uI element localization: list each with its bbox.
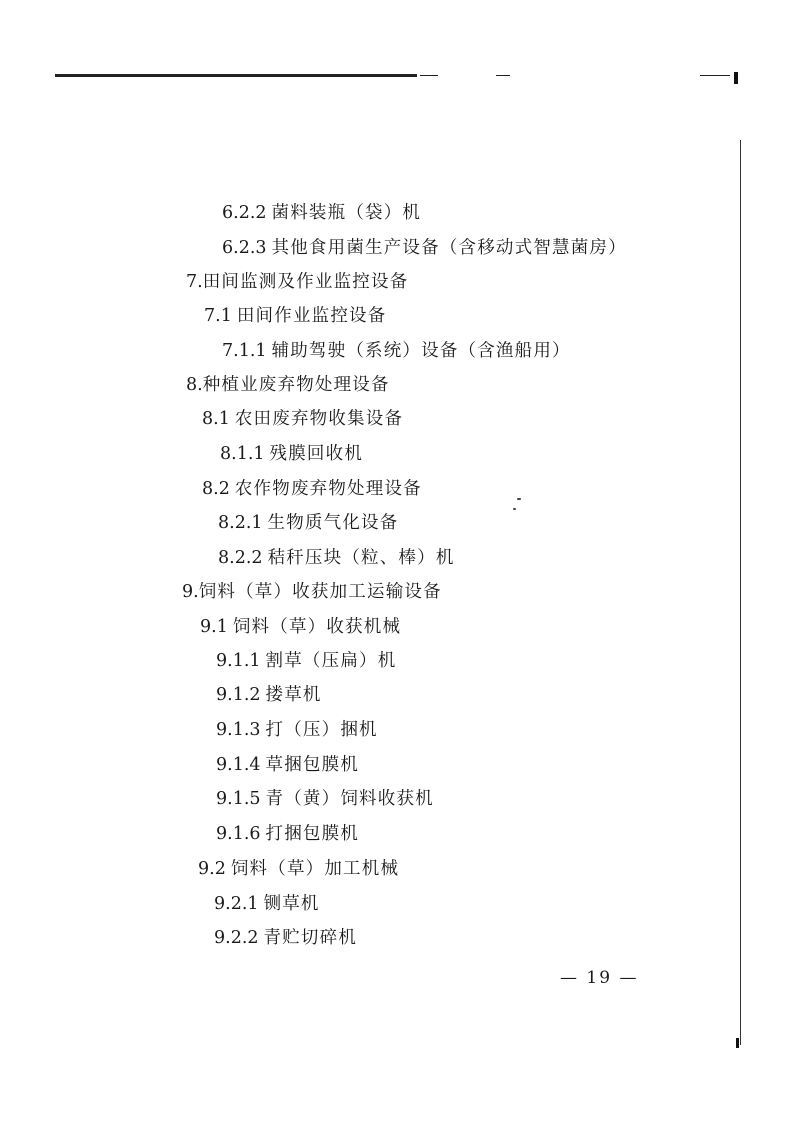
toc-entry-title: 秸秆压块（粒、棒）机	[267, 548, 455, 568]
scan-corner-mark	[734, 72, 738, 84]
toc-entry-7-1	[204, 304, 386, 328]
toc-entry-8-1-1	[220, 442, 363, 466]
toc-entry-title: 生物质气化设备	[267, 513, 399, 533]
toc-entry-8-1	[202, 407, 403, 431]
toc-entry-8-2-2	[218, 546, 455, 570]
toc-entry-8-2-1	[218, 511, 398, 535]
toc-entry-number: 7.1	[204, 306, 232, 326]
toc-entry-title: 饲料（草）收获机械	[232, 617, 402, 637]
toc-entry-number: 8.	[186, 375, 203, 395]
toc-entry-title: 残膜回收机	[269, 444, 364, 464]
toc-entry-title: 打捆包膜机	[265, 824, 360, 844]
toc-entry-number: 8.2.2	[218, 548, 263, 568]
toc-entry-number: 8.2.1	[218, 513, 263, 533]
toc-entry-number: 7.1.1	[222, 341, 267, 361]
toc-entry-number: 8.1	[202, 409, 230, 429]
toc-entry-9-1-1	[216, 649, 396, 673]
toc-entry-number: 9.2	[198, 859, 226, 879]
toc-entry-number: 8.2	[202, 479, 230, 499]
toc-entry-7	[186, 270, 408, 294]
toc-entry-title: 割草（压扁）机	[265, 651, 397, 671]
toc-entry-8	[186, 373, 390, 397]
scan-speck	[517, 498, 521, 500]
toc-entry-number: 9.1.4	[216, 755, 261, 775]
toc-entry-6-2-2	[222, 201, 421, 225]
toc-entry-number: 9.1	[200, 617, 228, 637]
toc-entry-9-1	[200, 615, 401, 639]
toc-entry-title: 铡草机	[263, 894, 320, 914]
toc-entry-number: 9.1.1	[216, 651, 261, 671]
toc-entry-title: 种植业废弃物处理设备	[202, 375, 390, 395]
toc-entry-title: 草捆包膜机	[265, 755, 360, 775]
header-rule-fragment	[700, 75, 730, 76]
toc-entry-6-2-3	[222, 236, 627, 260]
toc-entry-number: 9.2.2	[214, 928, 259, 948]
toc-entry-title: 青（黄）饲料收获机	[265, 789, 434, 809]
toc-entry-number: 8.1.1	[220, 444, 265, 464]
toc-entry-number: 7.	[186, 272, 203, 292]
toc-entry-9-1-6	[216, 822, 359, 846]
toc-entry-title: 田间作业监控设备	[236, 306, 387, 326]
toc-entry-number: 9.1.3	[216, 720, 261, 740]
toc-entry-title: 农田废弃物收集设备	[234, 409, 404, 429]
toc-entry-title: 田间监测及作业监控设备	[202, 272, 409, 292]
toc-entry-9-1-5	[216, 787, 434, 811]
toc-entry-title: 辅助驾驶（系统）设备（含渔船用）	[271, 341, 571, 361]
header-rule-fragment	[420, 75, 438, 76]
toc-entry-9	[182, 580, 442, 604]
toc-entry-8-2	[202, 477, 422, 501]
scan-speck	[513, 508, 516, 510]
toc-entry-9-2-1	[214, 892, 320, 916]
toc-entry-9-1-3	[216, 718, 378, 742]
toc-entry-9-2-2	[214, 926, 357, 950]
header-rule	[55, 74, 417, 77]
page-number: — 19 —	[560, 968, 639, 988]
toc-entry-title: 打（压）捆机	[265, 720, 378, 740]
toc-entry-number: 6.2.2	[222, 203, 267, 223]
toc-entry-number: 9.1.2	[216, 685, 261, 705]
binding-edge-line	[740, 140, 741, 1045]
toc-entry-title: 农作物废弃物处理设备	[234, 479, 422, 499]
toc-entry-number: 9.1.5	[216, 789, 261, 809]
toc-entry-title: 搂草机	[265, 685, 322, 705]
toc-entry-title: 饲料（草）收获加工运输设备	[198, 582, 442, 602]
toc-entry-9-1-2	[216, 683, 322, 707]
toc-entry-title: 饲料（草）加工机械	[230, 859, 400, 879]
toc-entry-number: 9.	[182, 582, 199, 602]
toc-entry-7-1-1	[222, 339, 571, 363]
toc-entry-title: 其他食用菌生产设备（含移动式智慧菌房）	[271, 238, 627, 258]
toc-entry-number: 6.2.3	[222, 238, 267, 258]
header-rule-fragment	[496, 75, 510, 76]
toc-entry-title: 青贮切碎机	[263, 928, 358, 948]
toc-entry-number: 9.2.1	[214, 894, 259, 914]
toc-entry-title: 菌料装瓶（袋）机	[271, 203, 422, 223]
toc-entry-9-2	[198, 857, 399, 881]
scan-edge-mark	[736, 1038, 739, 1048]
toc-entry-number: 9.1.6	[216, 824, 261, 844]
toc-entry-9-1-4	[216, 753, 359, 777]
